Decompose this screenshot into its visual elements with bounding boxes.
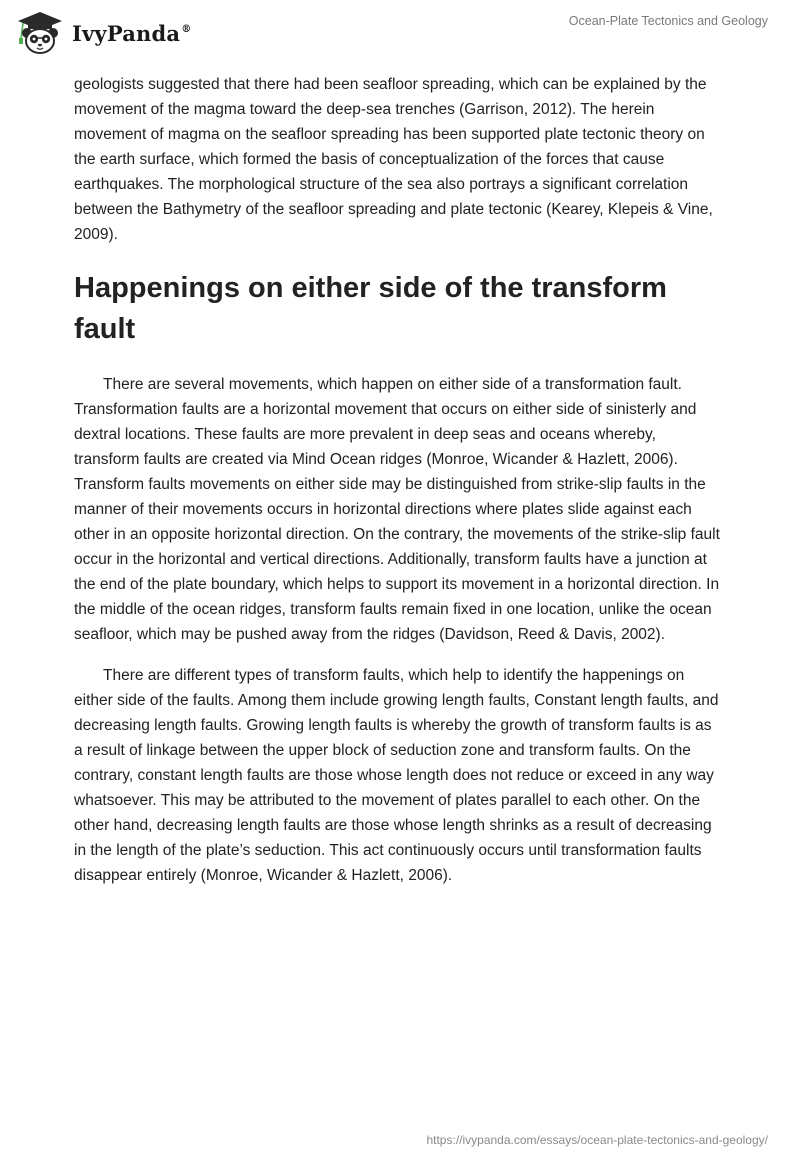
ivypanda-logo[interactable]	[14, 8, 191, 56]
body-paragraph: There are several movements, which happen on either side of a transformation fault. Transformation faults are a horizontal movement that occurs on either side of sinisterly and dextral locations. These faults are more prevalent in deep seas and oceans whereby, transform faults are created via Mind Ocean ridges (Monroe, Wicander & Hazlett, 2006). Transform faults movements on either side may be distinguished from strike-slip faults in the manner of their movements occurs in horizontal directions where plates slide against each other in an opposite horizontal direction. On the contrary, the movements of the strike-slip fault occur in the horizontal and vertical directions. Additionally, transform faults have a junction at the end of the plate boundary, which helps to support its movement in a horizontal direction. In the middle of the ocean ridges, transform faults remain fixed in one location, unlike the ocean seafloor, which may be pushed away from the ridges (Davidson, Reed & Davis, 2002).	[74, 376, 720, 643]
essay-content	[74, 72, 724, 888]
registered-mark: ®	[181, 23, 192, 35]
page-header	[0, 0, 800, 66]
section-heading: Happenings on either side of the transform fault	[74, 272, 667, 345]
intro-paragraph: geologists suggested that there had been seafloor spreading, which can be explained by the movement of the magma toward the deep-sea trenches (Garrison, 2012). The herein movement of magma on the seafloor spreading has been supported plate tectonic theory on the earth surface, which formed the basis of conceptualization of the forces that cause earthquakes. The morphological structure of the sea also portrays a significant correlation between the Bathymetry of the seafloor spreading and plate tectonic (Kearey, Klepeis & Vine, 2009).	[74, 76, 713, 243]
document-title: Ocean-Plate Tectonics and Geology	[568, 14, 768, 28]
source-url[interactable]: https://ivypanda.com/essays/ocean-plate-tectonics-and-geology/	[426, 1133, 768, 1147]
body-paragraph: There are different types of transform faults, which help to identify the happenings on either side of the faults. Among them include growing length faults, Constant length faults, and decreasing length faults. Growing length faults is whereby the growth of transform faults is as a result of linkage between the upper block of seduction zone and transform faults. On the contrary, constant length faults are those whose length does not reduce or exceed in any way whatsoever. This may be attributed to the movement of plates parallel to each other. On the other hand, decreasing length faults are those whose length shrinks as a result of decreasing in the length of the plate’s seduction. This act continuously occurs until transformation faults disappear entirely (Monroe, Wicander & Hazlett, 2006).	[74, 667, 719, 884]
logo-text: IvyPanda	[72, 20, 181, 46]
panda-graduate-icon	[14, 8, 66, 56]
logo-wordmark	[72, 21, 191, 46]
